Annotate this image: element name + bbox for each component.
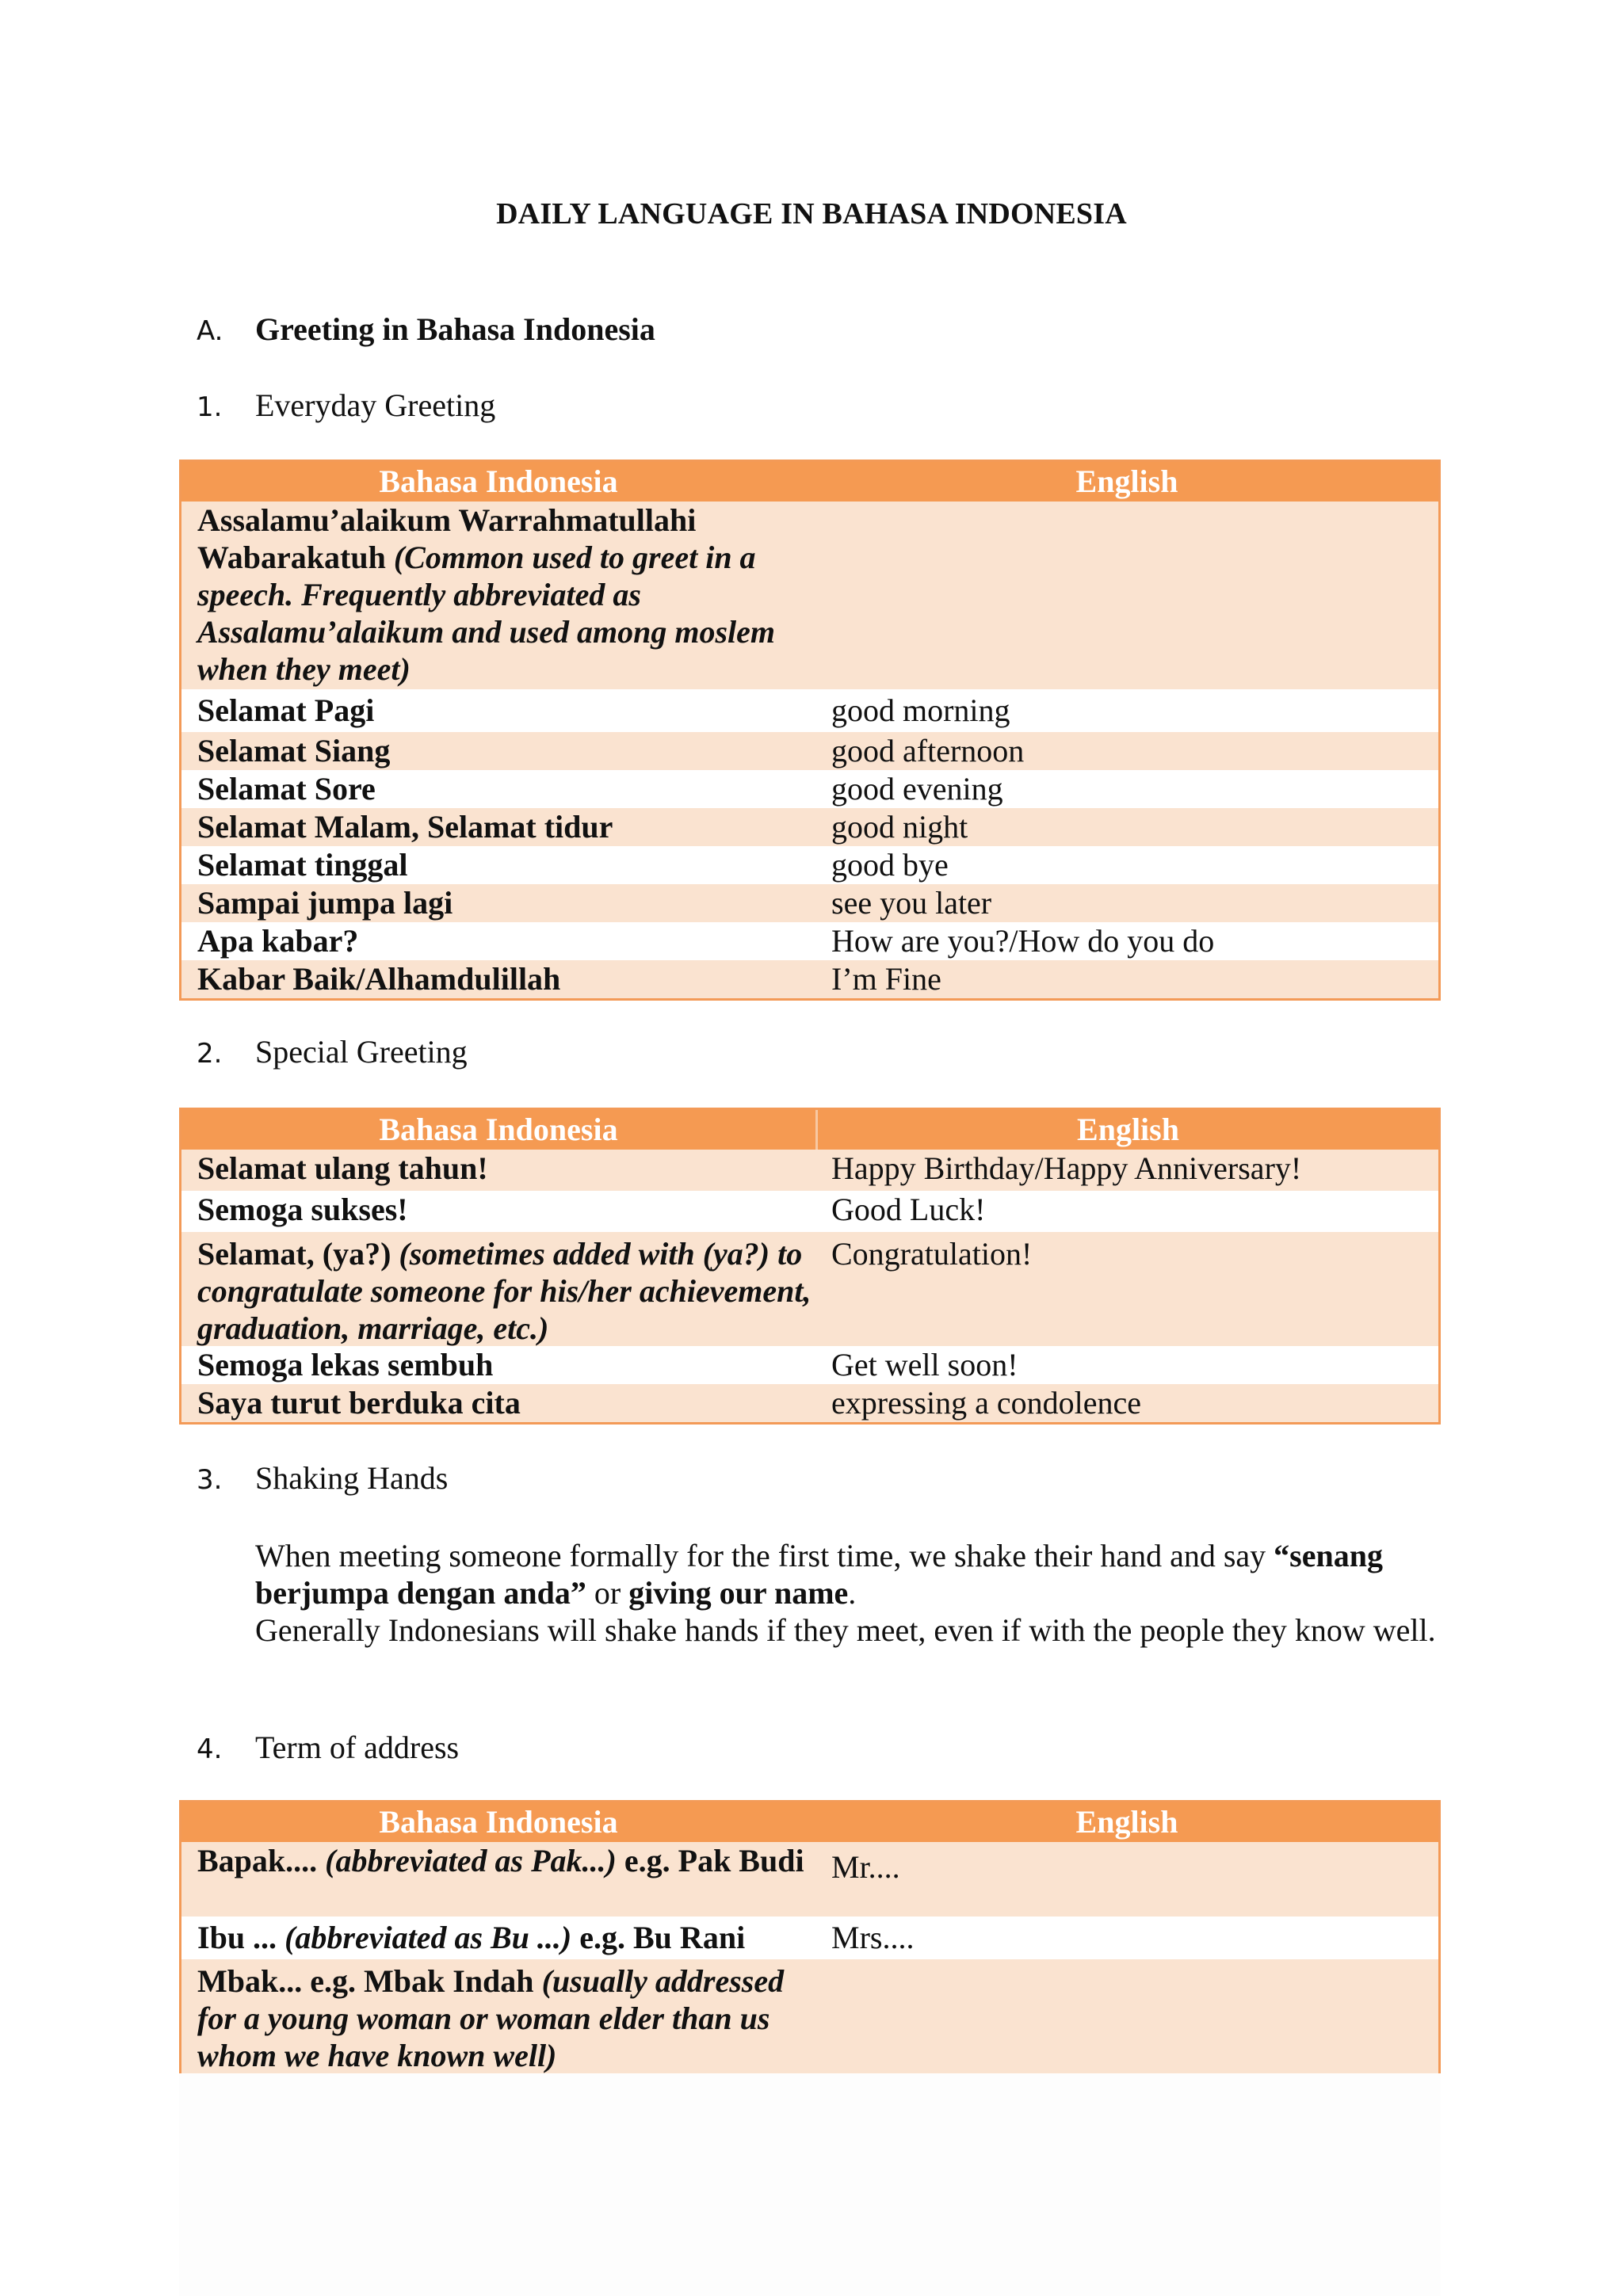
term-of-address-table: [179, 1800, 1441, 2073]
subsection-heading-4: [197, 1729, 459, 1766]
table-row: [181, 884, 1438, 922]
row-note: (abbreviated as Bu ...): [285, 1920, 572, 1955]
table-row: [181, 1384, 1438, 1422]
section-letter: A.: [197, 315, 223, 347]
row-english: I’m Fine: [831, 961, 941, 997]
table-row: [181, 770, 1438, 808]
row-english: good afternoon: [831, 733, 1025, 769]
table-row: [181, 1346, 1438, 1384]
row-indonesian: Selamat Pagi: [197, 692, 375, 728]
subsection-title: Term of address: [255, 1730, 460, 1765]
subsection-title: Everyday Greeting: [255, 387, 496, 423]
row-indonesian: Selamat Malam, Selamat tidur: [197, 809, 613, 845]
row-english: Good Luck!: [831, 1192, 986, 1227]
special-greeting-table: [179, 1108, 1441, 1425]
row-indonesian: Semoga sukses!: [197, 1192, 408, 1227]
row-indonesian: Apa kabar?: [197, 923, 359, 959]
row-english: Mrs....: [831, 1920, 915, 1955]
row-english: [815, 502, 1438, 689]
section-a-heading: [197, 311, 655, 348]
everyday-greeting-table: [179, 460, 1441, 1001]
subsection-heading-1: [197, 387, 495, 424]
header-english: English: [1075, 463, 1178, 499]
subsection-number: 2.: [197, 1038, 223, 1070]
table-header: [181, 462, 1438, 502]
row-indonesian: Saya turut berduka cita: [197, 1385, 521, 1421]
header-bahasa-indonesia: Bahasa Indonesia: [379, 463, 618, 499]
row-note: (abbreviated as Pak...): [325, 1843, 617, 1878]
table-row: Bapak.... (abbreviated as Pak...) e.g. Pak Budi Mr....: [181, 1842, 1438, 1917]
row-indonesian: Selamat, (ya?): [197, 1236, 399, 1272]
document-title: DAILY LANGUAGE IN BAHASA INDONESIA: [496, 197, 1127, 231]
row-english: Get well soon!: [831, 1347, 1018, 1383]
row-indonesian: Bapak....: [197, 1843, 326, 1878]
row-english: Congratulation!: [831, 1236, 1033, 1272]
row-english: expressing a condolence: [831, 1385, 1141, 1421]
row-english: [815, 1962, 1438, 2073]
section-title: Greeting in Bahasa Indonesia: [255, 311, 655, 347]
table-row: [181, 1191, 1438, 1232]
shaking-hands-note: Generally Indonesians will shake hands if they meet, even if with the people they know well.: [255, 1612, 1436, 1648]
row-english: good bye: [831, 847, 949, 883]
row-note: (Common used to greet in a speech. Frequently abbreviated as Assalamu’alaikum and used among moslem when they meet): [197, 540, 776, 687]
row-english: good morning: [831, 692, 1010, 728]
row-english: Happy Birthday/Happy Anniversary!: [831, 1150, 1302, 1186]
row-indonesian: Selamat Sore: [197, 771, 376, 807]
row-indonesian: Ibu ...: [197, 1920, 285, 1955]
table-row: [181, 1959, 1438, 2073]
table-row: [181, 960, 1438, 998]
row-english: How are you?/How do you do: [831, 923, 1215, 959]
header-english: English: [1075, 1804, 1178, 1840]
row-english: good evening: [831, 771, 1003, 807]
row-indonesian: Assalamu’alaikum Warrahmatullahi Wabarakatuh: [197, 502, 697, 575]
subsection-title: Special Greeting: [255, 1034, 468, 1070]
row-indonesian: Kabar Baik/Alhamdulillah: [197, 961, 561, 997]
table-row: [181, 846, 1438, 884]
table-row: [181, 1150, 1438, 1191]
row-indonesian: Semoga lekas sembuh: [197, 1347, 494, 1383]
table-row: [181, 502, 1438, 689]
header-english: English: [1077, 1112, 1179, 1147]
subsection-heading-2: [197, 1033, 468, 1070]
row-indonesian: Selamat ulang tahun!: [197, 1150, 488, 1186]
table-row: Ibu ... (abbreviated as Bu ...) e.g. Bu Rani Mrs....: [181, 1917, 1438, 1959]
row-note: (usually addressed for a young woman or woman elder than us whom we have known well): [197, 1963, 785, 2073]
row-indonesian: Selamat Siang: [197, 733, 391, 769]
subsection-number: 3.: [197, 1464, 223, 1496]
subsection-heading-3: [197, 1459, 448, 1497]
row-note: (sometimes added with (ya?) to congratulate someone for his/her achievement, graduation, marriage, etc.): [197, 1236, 812, 1346]
row-indonesian: Mbak... e.g. Mbak Indah: [197, 1963, 542, 1999]
row-english: Mr....: [831, 1849, 900, 1885]
subsection-number: 1.: [197, 391, 223, 423]
table-row: [181, 922, 1438, 960]
table-row: [181, 689, 1438, 732]
shaking-hands-paragraph: When meeting someone formally for the first time, we shake their hand and say “senang berjumpa dengan anda” or giving our name. Generally Indonesians will shake hands if they meet, even if with the people they know well.: [255, 1538, 1436, 1648]
table-header: [181, 1110, 1438, 1150]
row-english: see you later: [831, 885, 992, 921]
table-row: [181, 808, 1438, 846]
page-bottom-area: [179, 2074, 1441, 2296]
table-row: [181, 1232, 1438, 1346]
header-bahasa-indonesia: Bahasa Indonesia: [379, 1804, 618, 1840]
row-indonesian: Selamat tinggal: [197, 847, 408, 883]
row-english: good night: [831, 809, 968, 845]
subsection-title: Shaking Hands: [255, 1460, 449, 1496]
subsection-number: 4.: [197, 1733, 223, 1765]
table-row: [181, 732, 1438, 770]
row-indonesian: Sampai jumpa lagi: [197, 885, 453, 921]
table-header: [181, 1802, 1438, 1842]
header-bahasa-indonesia: Bahasa Indonesia: [181, 1110, 818, 1150]
